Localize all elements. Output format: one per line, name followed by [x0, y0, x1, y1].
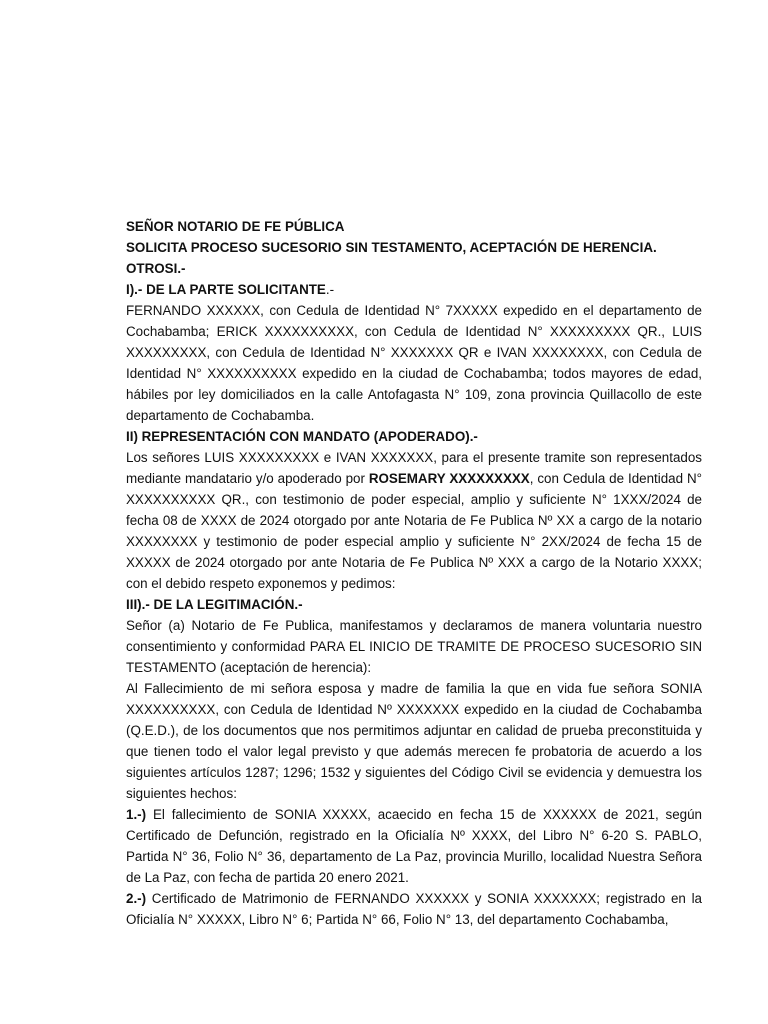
evidence-item-1-number: 1.-): [126, 807, 147, 822]
section-1-heading-suffix: .-: [325, 282, 335, 297]
evidence-item-2: [126, 888, 702, 930]
evidence-item-2-text: Certificado de Matrimonio de FERNANDO XXXXXX y SONIA XXXXXXX; registrado en la Oficialía N° XXXXX, Libro N° 6; Partida N° 66, Folio N° 13, del departamento Cochabamba,: [126, 891, 702, 927]
section-1-heading: [126, 279, 702, 300]
section-2-heading: II) REPRESENTACIÓN CON MANDATO (APODERADO).-: [126, 429, 478, 444]
section-1-paragraph: FERNANDO XXXXXX, con Cedula de Identidad N° 7XXXXX expedido en el departamento de Cochabamba; ERICK XXXXXXXXXX, con Cedula de Identidad N° XXXXXXXXX QR., LUIS XXXXXXXXX, con Cedula de Identidad N° XXXXXXX QR e IVAN XXXXXXXX, con Cedula de Identidad N° XXXXXXXXXX expedido en la ciudad de Cochabamba; todos mayores de edad, hábiles por ley domiciliados en la calle Antofagasta N° 109, zona provincia Quillacollo de este departamento de Cochabamba.: [126, 303, 702, 423]
section-3-paragraph-1: Señor (a) Notario de Fe Publica, manifestamos y declaramos de manera voluntaria nuestro consentimiento y conformidad PARA EL INICIO DE TRAMITE DE PROCESO SUCESORIO SIN TESTAMENTO (aceptación de herencia):: [126, 618, 702, 675]
section-2-paragraph: [126, 447, 702, 594]
section-3-heading: III).- DE LA LEGITIMACIÓN.-: [126, 597, 303, 612]
petition-title: [126, 237, 702, 258]
evidence-item-1-text: El fallecimiento de SONIA XXXXX, acaecido en fecha 15 de XXXXXX de 2021, según Certificado de Defunción, registrado en la Oficialía Nº XXXX, del Libro N° 6-20 S. PABLO, Partida N° 36, Folio N° 36, departamento de La Paz, provincia Murillo, localidad Nuestra Señora de La Paz, con fecha de partida 20 enero 2021.: [126, 807, 702, 885]
otrosi-line: OTROSI.-: [126, 261, 186, 276]
section-2-text-b: , con Cedula de Identidad N° XXXXXXXXXX QR., con testimonio de poder especial, amplio y suficiente N° 1XXX/2024 de fecha 08 de XXXX de 2024 otorgado por ante Notaria de Fe Publica Nº XX a cargo de la notario XXXXXXXX y testimonio de poder especial amplio y suficiente N° 2XX/2024 de fecha 15 de XXXXX de 2024 otorgado por ante Notaria de Fe Publica Nº XXX a cargo de la Notario XXXX; con el debido respeto exponemos y pedimos:: [126, 471, 702, 591]
section-3-paragraph-2: Al Fallecimiento de mi señora esposa y madre de familia la que en vida fue señora SONIA XXXXXXXXXX, con Cedula de Identidad Nº XXXXXXX expedido en la ciudad de Cochabamba (Q.E.D.), de los documentos que nos permitimos adjuntar en calidad de prueba preconstituida y que tienen todo el valor legal previsto y que además merecen fe probatoria de acuerdo a los siguientes artículos 1287; 1296; 1532 y siguientes del Código Civil se evidencia y demuestra los siguientes hechos:: [126, 681, 702, 801]
petition-title-main: SOLICITA PROCESO SUCESORIO SIN TESTAMENTO: [126, 240, 463, 255]
document-body: [126, 216, 702, 930]
evidence-item-2-number: 2.-): [126, 891, 147, 906]
section-1-heading-text: I).- DE LA PARTE SOLICITANTE: [126, 282, 326, 297]
petition-title-rest: , ACEPTACIÓN DE HERENCIA.: [462, 240, 657, 255]
attorney-name: ROSEMARY XXXXXXXXX: [368, 471, 530, 486]
evidence-item-1: [126, 804, 702, 888]
addressee-line: SEÑOR NOTARIO DE FE PÚBLICA: [126, 219, 345, 234]
section-2-text-a: Los señores LUIS XXXXXXXXX e IVAN XXXXXXX, para el presente tramite son representados mediante mandatario y/o apoderado por: [126, 450, 702, 486]
